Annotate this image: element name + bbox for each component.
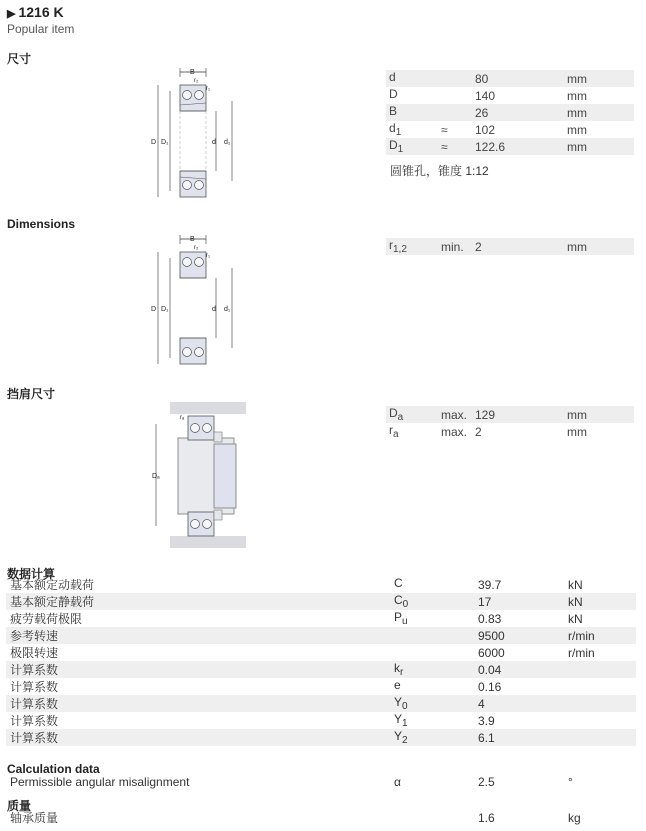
spec-qualifier [438,70,472,87]
label-D1: D₁ [161,139,169,146]
calc-label: 计算系数 [6,695,390,712]
label-d1: d₁ [224,139,231,146]
spec-unit: mm [567,122,587,137]
calc-label: 基本额定静载荷 [6,593,390,610]
misalignment-value: 2.5 [478,774,495,789]
calc-symbol: $Y_2$ [390,729,474,746]
calc-row [6,610,636,627]
calc-value: 4 [474,695,564,712]
spec-symbol: $d_1$ [389,121,402,138]
spec-qualifier: max. [441,424,468,439]
section-abutment: 挡肩尺寸 [7,387,56,401]
calc-label: 基本额定动载荷 [10,578,95,592]
label-d-2: d [212,306,216,313]
calc-unit [564,712,636,729]
calc-row [6,627,636,644]
label-d: d [212,139,216,146]
calc-row [6,576,636,593]
calc-label: 极限转速 [10,646,59,660]
calc-symbol: $Y_1$ [394,712,408,729]
spec-symbol: B [386,104,438,121]
fillet-row [386,238,634,255]
dimensions-table [386,70,634,155]
calc-row [6,695,636,712]
misalignment-row [6,773,636,790]
calc-unit: r/min [568,645,595,660]
spec-row [386,121,634,138]
calc-row [6,678,636,695]
label-r2: r₂ [194,78,199,84]
calc-value: 0.04 [474,661,564,678]
label-d1-2: d₁ [224,306,231,313]
calc-symbol [390,644,474,661]
spec-symbol: $D_1$ [386,138,438,155]
mass-label: 轴承质量 [10,811,59,825]
label-D-2: D [151,306,157,313]
section-dimensions-cn: 尺寸 [7,52,32,66]
spec-symbol: $D_a$ [386,406,438,423]
spec-symbol: D [389,87,398,101]
spec-value: 129 [472,406,564,423]
label-D: D [151,139,157,146]
abutment-table [386,406,634,440]
calc-value: 9500 [474,627,564,644]
spec-unit: mm [564,138,634,155]
spec-unit: mm [564,406,634,423]
calc-row [6,593,636,610]
spec-unit: mm [564,104,634,121]
calc-symbol: $k_r$ [390,661,474,678]
calc-symbol [390,627,474,644]
calc-unit [564,661,636,678]
spec-row [386,87,634,104]
calc-symbol: C [394,576,403,590]
section-calculation: 数据计算 [7,567,56,581]
calc-label: 计算系数 [6,729,390,746]
calc-value: 0.83 [478,611,502,626]
mass-unit: kg [568,810,581,825]
calc-unit: kN [568,611,583,626]
fillet-value: 2 [472,238,564,255]
calc-row [6,661,636,678]
spec-qualifier: ≈ [438,138,472,155]
calc-row [6,729,636,746]
spec-row [386,70,634,87]
calc-symbol: $C_0$ [390,593,474,610]
spec-unit: mm [567,88,587,103]
fillet-qualifier: min. [438,238,472,255]
label-ra: rₐ [180,415,185,421]
calc-label: 计算系数 [10,680,59,694]
triangle-icon: ▶ [7,8,16,20]
label-r2-2: r₂ [194,245,199,251]
bearing-cross-section-drawing [148,65,242,200]
misalignment-symbol: α [394,774,401,789]
spec-value: 2 [475,424,482,439]
calc-row [6,644,636,661]
mass-table [6,809,636,826]
spec-value: 102 [475,122,496,137]
calc-label: 计算系数 [10,714,59,728]
calc-label: 计算系数 [6,661,390,678]
section-mass: 质量 [7,799,32,813]
mass-symbol [390,809,474,826]
calc-value: 6000 [478,645,505,660]
product-title [7,4,64,20]
spec-unit: mm [567,424,587,439]
calc-value: 0.16 [478,679,502,694]
mass-row [6,809,636,826]
calc-value: 6.1 [474,729,564,746]
calc-label: 疲劳载荷极限 [10,612,83,626]
section-dimensions-en: Dimensions [7,217,76,231]
spec-qualifier [438,87,472,104]
label-B-2: B [190,236,195,243]
spec-row [386,104,634,121]
calc-unit: kN [568,577,583,592]
calc-value: 3.9 [478,713,495,728]
spec-row [386,138,634,155]
calculation-table [6,576,636,746]
calc-symbol: e [394,678,401,692]
spec-row [386,406,634,423]
misalignment-table [6,773,636,790]
calc-value: 39.7 [478,577,502,592]
spec-qualifier: max. [438,406,472,423]
label-D1-2: D₁ [161,306,169,313]
section-calculation-en: Calculation data [7,762,100,776]
spec-value: 26 [472,104,564,121]
spec-value: 80 [472,70,564,87]
misalignment-unit: ° [568,774,573,789]
spec-symbol: $r_a$ [389,423,399,440]
calc-label: 参考转速 [6,627,390,644]
calc-symbol: $P_u$ [394,610,408,627]
abutment-drawing [150,402,248,548]
label-Da: Dₐ [152,473,160,480]
calc-unit [564,695,636,712]
misalignment-label: Permissible angular misalignment [10,774,190,789]
calc-unit [564,729,636,746]
label-r1-2: r₁ [206,253,211,259]
fillet-unit: mm [564,238,634,255]
calc-row [6,712,636,729]
spec-qualifier [438,104,472,121]
calc-unit: r/min [564,627,636,644]
fillet-symbol: $r_{1,2}$ [386,238,438,255]
spec-value: 140 [475,88,496,103]
calc-unit: kN [564,593,636,610]
spec-unit: mm [564,70,634,87]
fillet-table [386,238,634,255]
label-r1: r₁ [206,86,211,92]
mass-value: 1.6 [478,810,495,825]
calc-unit [564,678,636,695]
product-subtitle: Popular item [7,22,75,36]
bearing-fillet-drawing [148,232,242,367]
product-title-text: 1216 K [18,4,64,20]
bore-note: 圆锥孔，锥度 1:12 [390,164,489,178]
spec-symbol: d [386,70,438,87]
calc-value: 17 [474,593,564,610]
calc-symbol: $Y_0$ [390,695,474,712]
label-B: B [190,69,195,76]
spec-row [386,423,634,440]
spec-qualifier: ≈ [441,122,448,137]
spec-value: 122.6 [472,138,564,155]
